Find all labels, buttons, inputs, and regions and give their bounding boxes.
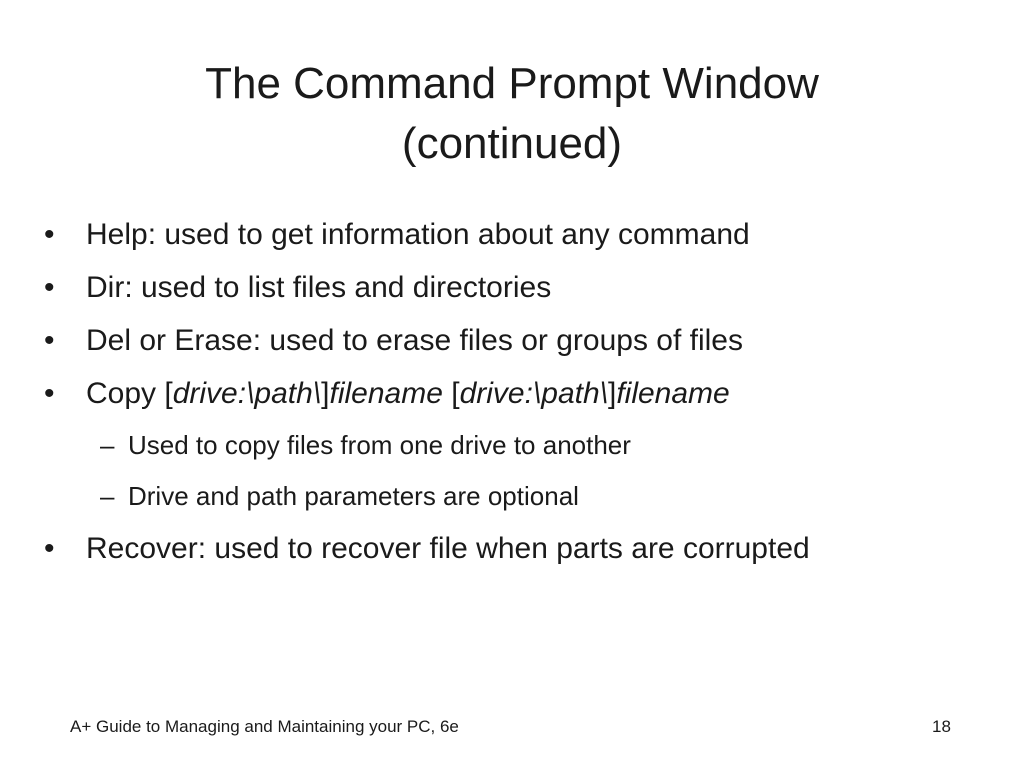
- copy-syntax-part: filename: [329, 377, 443, 410]
- bullet-text: Del or Erase: used to erase files or groups of files: [86, 324, 743, 357]
- bullet-text-copy-syntax: [86, 367, 730, 420]
- slide-title-line-1: The Command Prompt Window: [205, 59, 819, 108]
- footer-text: A+ Guide to Managing and Maintaining your PC, 6e: [70, 717, 459, 736]
- slide-title: [40, 54, 984, 174]
- copy-syntax-part: drive:\path\: [172, 377, 322, 410]
- bullet-marker: •: [44, 324, 55, 357]
- copy-syntax-part: [: [442, 377, 460, 410]
- page-number: 18: [932, 717, 951, 736]
- copy-syntax-part: ]: [607, 377, 617, 410]
- copy-syntax-part: Copy [: [86, 377, 173, 410]
- slide-title-line-2: (continued): [401, 119, 623, 168]
- bullet-marker: •: [44, 271, 55, 304]
- bullet-text: Help: used to get information about any command: [86, 218, 750, 251]
- bullet-item-copy: [42, 367, 1002, 420]
- bullet-item-dir: [42, 261, 1002, 314]
- copy-syntax-part: drive:\path\: [459, 377, 608, 410]
- copy-syntax-part: filename: [616, 377, 730, 410]
- sub-bullet-item-copy-drives: [42, 420, 1002, 471]
- bullet-marker: •: [44, 532, 55, 565]
- sub-bullet-text: Drive and path parameters are optional: [128, 481, 579, 511]
- bullet-item-help: [42, 208, 1002, 261]
- bullet-item-recover: [42, 522, 1002, 575]
- bullet-marker: •: [44, 218, 55, 251]
- bullet-list: [42, 208, 1002, 575]
- bullet-marker: •: [44, 377, 55, 410]
- sub-bullet-item-copy-optional: [42, 471, 1002, 522]
- bullet-text: Dir: used to list files and directories: [86, 271, 552, 304]
- dash-marker: –: [100, 481, 115, 511]
- sub-bullet-text: Used to copy files from one drive to another: [128, 430, 631, 460]
- copy-syntax-part: ]: [321, 377, 330, 410]
- dash-marker: –: [100, 430, 115, 460]
- bullet-item-del: [42, 314, 1002, 367]
- bullet-text: Recover: used to recover file when parts are corrupted: [86, 532, 810, 565]
